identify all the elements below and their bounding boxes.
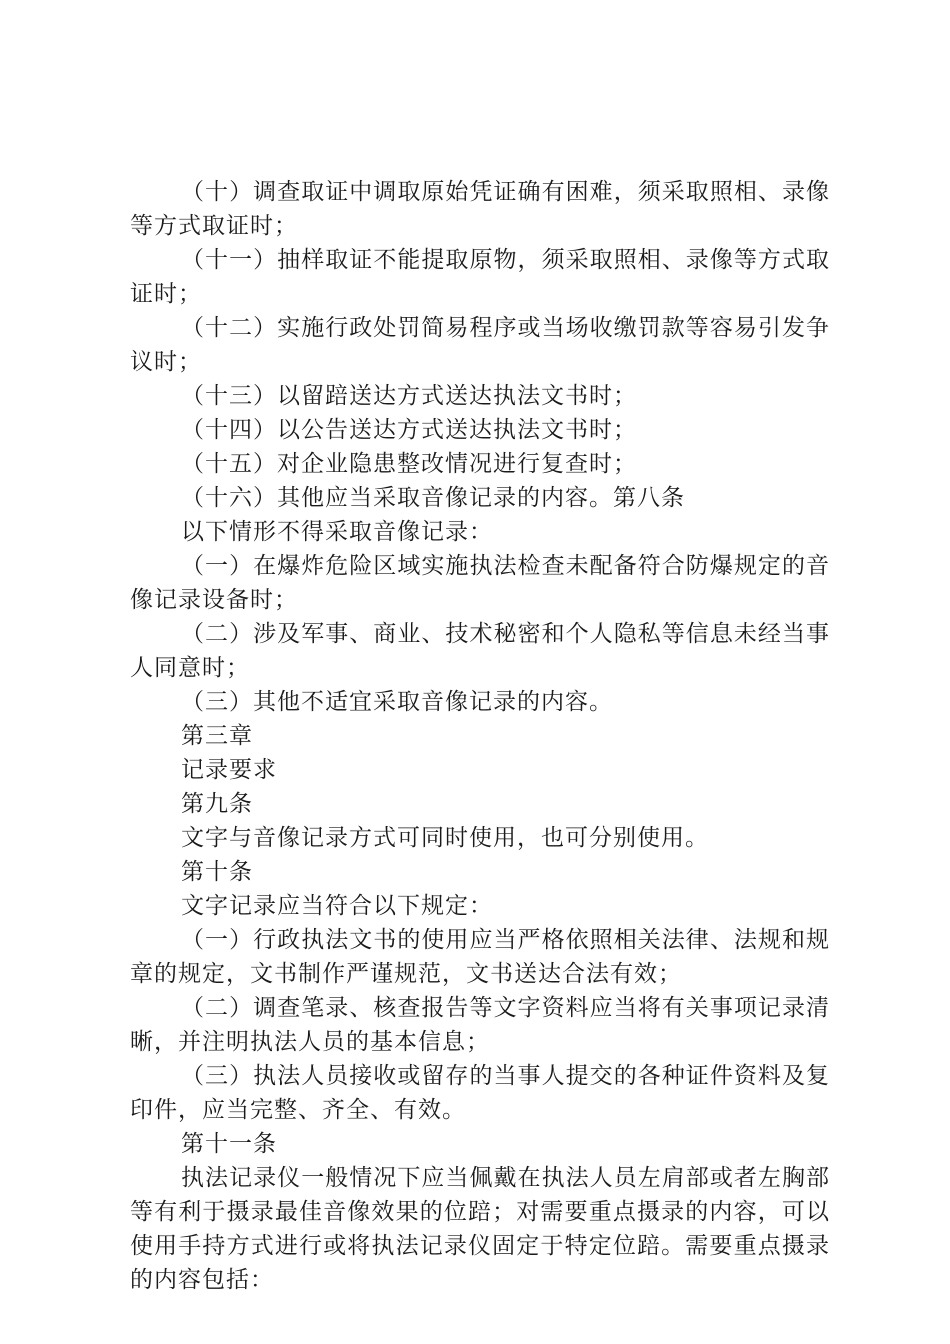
article-10-item-2: （二）调查笔录、核查报告等文字资料应当将有关事项记录清晰，并注明执法人员的基本信息； [130, 995, 830, 1055]
chapter-heading: 第三章 [181, 723, 253, 749]
article-10-heading: 第十条 [181, 859, 253, 885]
article-10-item-3: （三）执法人员接收或留存的当事人提交的各种证件资料及复印件，应当完整、齐全、有效。 [130, 1063, 830, 1123]
paragraph-item-16: （十六）其他应当采取音像记录的内容。第八条 [181, 485, 685, 511]
article-10-intro: 文字记录应当符合以下规定： [181, 893, 493, 919]
article-8-item-2: （二）涉及军事、商业、技术秘密和个人隐私等信息未经当事人同意时； [130, 621, 830, 681]
paragraph-item-12: （十二）实施行政处罚简易程序或当场收缴罚款等容易引发争议时； [130, 315, 830, 375]
article-9-heading: 第九条 [181, 791, 253, 817]
article-8-item-3: （三）其他不适宜采取音像记录的内容。 [181, 689, 613, 715]
paragraph-item-11: （十一）抽样取证不能提取原物，须采取照相、录像等方式取证时； [130, 247, 830, 307]
paragraph-item-10: （十）调查取证中调取原始凭证确有困难，须采取照相、录像等方式取证时； [130, 179, 830, 239]
document-page [130, 175, 830, 1297]
article-8-item-1: （一）在爆炸危险区域实施执法检查未配备符合防爆规定的音像记录设备时； [130, 553, 830, 613]
chapter-title: 记录要求 [181, 757, 277, 783]
paragraph-item-14: （十四）以公告送达方式送达执法文书时； [181, 417, 637, 443]
paragraph-item-13: （十三）以留踣送达方式送达执法文书时； [181, 383, 637, 409]
article-9-text: 文字与音像记录方式可同时使用，也可分别使用。 [181, 825, 709, 851]
article-8-intro: 以下情形不得采取音像记录： [181, 519, 493, 545]
article-10-item-1: （一）行政执法文书的使用应当严格依照相关法律、法规和规章的规定，文书制作严谨规范，文书送达合法有效； [130, 927, 830, 987]
paragraph-item-15: （十五）对企业隐患整改情况进行复查时； [181, 451, 637, 477]
article-11-text: 执法记录仪一般情况下应当佩戴在执法人员左肩部或者左胸部等有利于摄录最佳音像效果的位踣；对需要重点摄录的内容，可以使用手持方式进行或将执法记录仪固定于特定位踣。需要重点摄录的内容包括： [130, 1165, 830, 1293]
article-11-heading: 第十一条 [181, 1131, 277, 1157]
